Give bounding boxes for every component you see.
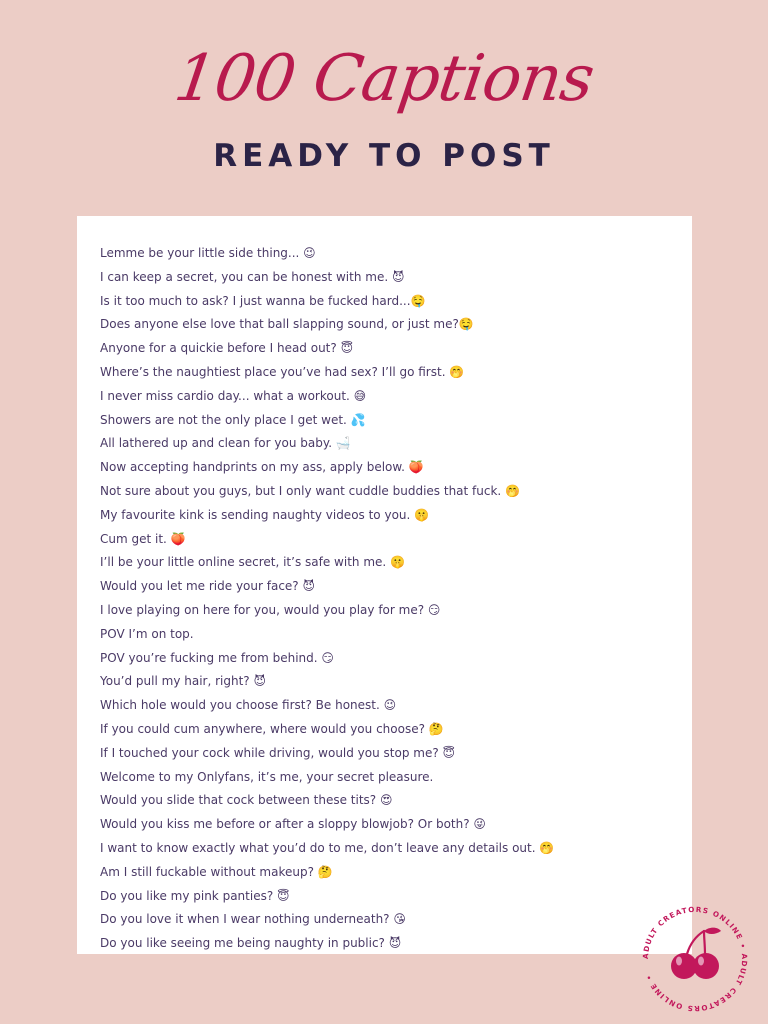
cherry-icon [671,928,721,979]
caption-item: Would you kiss me before or after a sloppy blowjob? Or both? 😜 [100,817,486,832]
caption-item: Anyone for a quickie before I head out? 😇 [100,341,354,356]
caption-item: If I touched your cock while driving, would you stop me? 😇 [100,745,456,760]
caption-item: All lathered up and clean for you baby. 🛁 [100,436,351,451]
caption-item: Do you like seeing me being naughty in public? 😈 [100,936,402,951]
caption-item: POV you’re fucking me from behind. 😏 [100,650,334,665]
caption-item: POV I’m on top. [100,626,194,641]
page-subtitle: READY TO POST [213,138,555,174]
captions-card [77,216,692,954]
caption-item: Do you love it when I wear nothing underneath? 😘 [100,912,406,927]
caption-item: Cum get it. 🍑 [100,531,186,546]
caption-item: Is it too much to ask? I just wanna be fucked hard...🤤 [100,293,426,308]
caption-item: I love playing on here for you, would you play for me? 😏 [100,602,441,617]
caption-item: Lemme be your little side thing... 😉 [100,246,316,260]
page-title: 100 Captions [170,42,598,116]
caption-item: Welcome to my Onlyfans, it’s me, your secret pleasure. [100,769,434,784]
caption-list [100,241,680,955]
caption-item: I want to know exactly what you’d do to me, don’t leave any details out. 🤭 [100,840,555,855]
caption-item: Showers are not the only place I get wet. 💦 [100,412,366,427]
caption-item: Where’s the naughtiest place you’ve had sex? I’ll go first. 🤭 [100,364,465,379]
caption-item: Not sure about you guys, but I only want cuddle buddies that fuck. 🤭 [100,483,520,498]
caption-item: You’d pull my hair, right? 😈 [100,674,266,689]
caption-item: Does anyone else love that ball slapping sound, or just me?🤤 [100,317,474,332]
caption-item: Would you slide that cock between these tits? 😍 [100,793,393,808]
brand-logo-badge [636,900,754,1018]
caption-item: I can keep a secret, you can be honest with me. 😈 [100,269,405,284]
badge-ring-textpath: ADULT CREATORS ONLINE • ADULT CREATORS ONLINE • [640,904,750,1014]
caption-item: If you could cum anywhere, where would you choose? 🤔 [100,721,444,736]
logo-svg [636,900,754,1018]
caption-item: My favourite kink is sending naughty videos to you. 🤫 [100,507,430,522]
caption-item: I never miss cardio day... what a workout. 😅 [100,388,367,403]
caption-item: Do you like my pink panties? 😇 [100,888,290,903]
caption-item: Am I still fuckable without makeup? 🤔 [100,864,333,879]
caption-item: Now accepting handprints on my ass, apply below. 🍑 [100,460,424,475]
badge-ring-text [641,905,749,1013]
caption-item: Which hole would you choose first? Be honest. 😉 [100,698,397,713]
caption-item: I’ll be your little online secret, it’s safe with me. 🤫 [100,555,405,570]
caption-item: Would you let me ride your face? 😈 [100,579,315,594]
